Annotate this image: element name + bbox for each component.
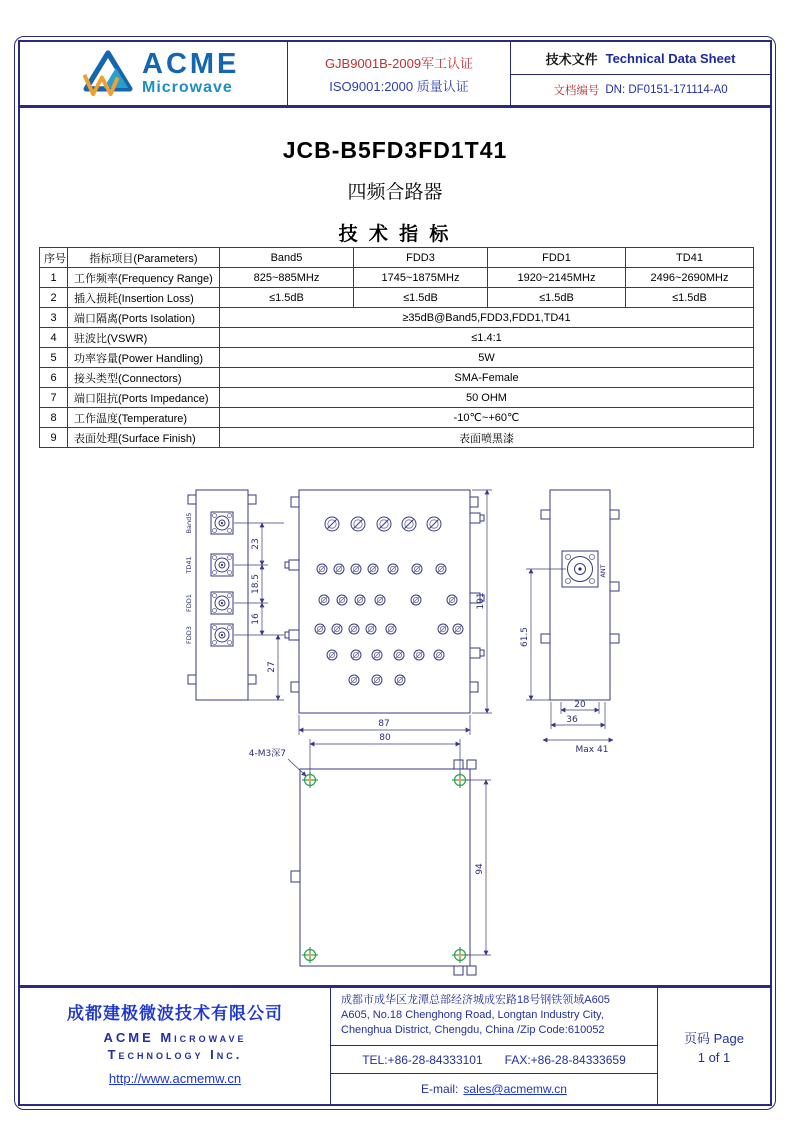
dimension-label: 18.5 [251, 573, 261, 595]
row-value: ≥35dB@Band5,FDD3,FDD1,TD41 [220, 308, 754, 328]
table-row [40, 328, 754, 348]
dimension-label: 101 [476, 592, 486, 610]
logo-brand: ACME [142, 48, 240, 80]
page-outer-frame [14, 36, 776, 1110]
row-no: 7 [40, 388, 68, 408]
company-name-cn: 成都建极微波技术有限公司 [67, 1004, 283, 1023]
table-row [40, 388, 754, 408]
logo-text [142, 50, 239, 97]
row-value: 825~885MHz [220, 268, 354, 288]
dimension-label: 87 [378, 719, 390, 729]
dimension-label: 16 [251, 613, 261, 625]
dimension-label: 61.5 [520, 626, 530, 648]
telephone: TEL:+86-28-84333101 [362, 1052, 483, 1067]
row-no: 8 [40, 408, 68, 428]
page-inner-frame [18, 40, 772, 1106]
dimension-label: 36 [566, 715, 578, 725]
logo-subtitle: Microwave [142, 79, 233, 96]
row-no: 3 [40, 308, 68, 328]
row-value: 1745~1875MHz [354, 268, 488, 288]
doc-number-row [511, 75, 770, 105]
row-param: 功率容量(Power Handling) [68, 348, 220, 368]
row-value: ≤1.5dB [626, 288, 754, 308]
row-value: ≤1.4:1 [220, 328, 754, 348]
footer [20, 985, 770, 1104]
acme-logo-icon [80, 48, 136, 100]
page-label: 页码 Page [684, 1030, 744, 1046]
row-param: 表面处理(Surface Finish) [68, 428, 220, 448]
port-label: FDD3 [185, 626, 193, 644]
row-value: 表面喷黑漆 [220, 428, 754, 448]
email-label: E-mail: [421, 1082, 459, 1096]
row-value: 50 OHM [220, 388, 754, 408]
row-value: 5W [220, 348, 754, 368]
row-value: SMA-Female [220, 368, 754, 388]
col-header-fdd3: FDD3 [354, 248, 488, 268]
address-en-line1: A605, No.18 Chenghong Road, Longtan Industry City, [341, 1008, 604, 1021]
doc-type-cn: 技术文件 [545, 51, 598, 67]
row-param: 工作频率(Frequency Range) [68, 268, 220, 288]
section-title: 技 术 指 标 [338, 224, 452, 245]
row-param: 插入损耗(Insertion Loss) [68, 288, 220, 308]
doc-number-value: DN: DF0151-171114-A0 [605, 84, 728, 96]
col-header-no: 序号 [40, 248, 68, 268]
right-side-view [520, 490, 619, 755]
company-name-en [20, 1030, 330, 1064]
front-view [285, 490, 492, 735]
table-row [40, 308, 754, 328]
dimension-label: 80 [379, 733, 391, 743]
address [331, 988, 657, 1046]
table-row [40, 428, 754, 448]
certifications-cell [288, 42, 511, 105]
document-info-cell [511, 42, 770, 105]
fax: FAX:+86-28-84333659 [504, 1052, 626, 1067]
table-row [40, 408, 754, 428]
spec-table [39, 247, 754, 448]
page-number-block [658, 988, 770, 1104]
bottom-view [249, 733, 491, 975]
mounting-hole-note: 4-M3深7 [248, 749, 286, 759]
col-header-fdd1: FDD1 [488, 248, 626, 268]
email-link[interactable]: sales@acmemw.cn [463, 1082, 567, 1096]
cert-line-gjb: GJB9001B-2009军工认证 [324, 55, 474, 71]
row-value: ≤1.5dB [488, 288, 626, 308]
row-param: 工作温度(Temperature) [68, 408, 220, 428]
address-cn: 成都市成华区龙潭总部经济城成宏路18号钢铁领域A605 [341, 994, 610, 1006]
doc-type-en: Technical Data Sheet [605, 50, 736, 66]
dimension-label: 23 [251, 538, 261, 550]
title-block [20, 111, 770, 246]
row-value: ≤1.5dB [354, 288, 488, 308]
left-side-view [185, 490, 284, 700]
doc-number-label: 文档编号 [553, 85, 600, 97]
port-label: FDD1 [185, 594, 193, 612]
table-row [40, 348, 754, 368]
table-header-row [40, 248, 754, 268]
row-value: -10℃~+60℃ [220, 408, 754, 428]
page-value: 1 of 1 [697, 1049, 731, 1065]
col-header-td41: TD41 [626, 248, 754, 268]
dimension-label: 27 [267, 661, 277, 673]
row-value: 1920~2145MHz [488, 268, 626, 288]
row-no: 2 [40, 288, 68, 308]
row-no: 9 [40, 428, 68, 448]
logo-cell [20, 42, 288, 105]
row-no: 5 [40, 348, 68, 368]
row-no: 1 [40, 268, 68, 288]
port-label: Band5 [185, 512, 193, 534]
row-param: 端口阻抗(Ports Impedance) [68, 388, 220, 408]
row-param: 接头类型(Connectors) [68, 368, 220, 388]
mechanical-drawings [20, 479, 771, 984]
address-en-line2: Chenghua District, Chengdu, China /Zip Code:610052 [341, 1023, 605, 1036]
table-row [40, 268, 754, 288]
company-name-en-line1: ACME Microwave [103, 1030, 247, 1045]
product-name: 四频合路器 [347, 182, 443, 203]
dimension-label: 94 [475, 863, 485, 875]
col-header-param: 指标项目(Parameters) [68, 248, 220, 268]
table-row [40, 288, 754, 308]
screw-pattern [315, 517, 463, 685]
doc-type-row [511, 42, 770, 75]
website-link[interactable]: http://www.acmemw.cn [108, 1070, 242, 1086]
footer-contact-block [330, 988, 658, 1104]
row-param: 端口隔离(Ports Isolation) [68, 308, 220, 328]
col-header-band5: Band5 [220, 248, 354, 268]
row-param: 驻波比(VSWR) [68, 328, 220, 348]
company-name-en-line2: Technology Inc. [107, 1046, 243, 1062]
table-row [40, 368, 754, 388]
phone-row [331, 1046, 657, 1074]
row-no: 4 [40, 328, 68, 348]
dimension-label: 20 [574, 700, 586, 710]
footer-company-block [20, 988, 330, 1104]
header [20, 42, 770, 108]
cert-line-iso: ISO9001:2000 质量认证 [329, 78, 469, 94]
dimension-label: Max 41 [575, 745, 609, 755]
port-label: TD41 [185, 556, 193, 574]
row-value: ≤1.5dB [220, 288, 354, 308]
row-no: 6 [40, 368, 68, 388]
model-title: JCB-B5FD3FD1T41 [282, 137, 508, 163]
port-label: ANT [599, 564, 607, 578]
email-row [331, 1074, 657, 1104]
row-value: 2496~2690MHz [626, 268, 754, 288]
